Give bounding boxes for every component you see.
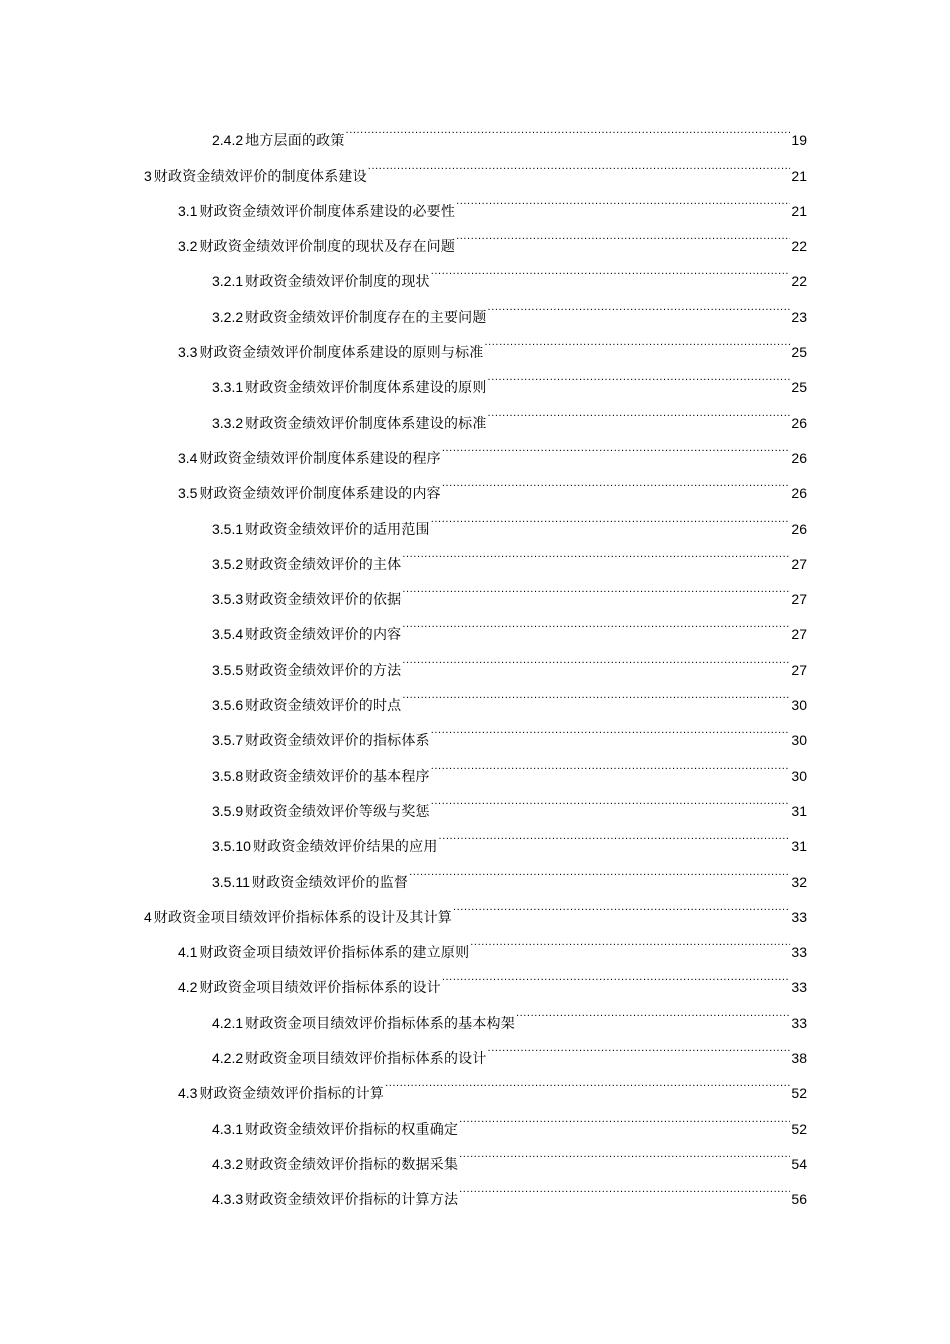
toc-entry-title: 财政资金项目绩效评价指标体系的基本构架 [245,1015,515,1032]
toc-dot-leader [442,463,791,498]
toc-entry-number: 3.4 [178,449,198,466]
toc-entry-page-number: 26 [791,449,807,466]
toc-entry-number: 3.5.9 [212,802,244,819]
toc-entry-number: 4.1 [178,944,198,961]
toc-entry-number: 3.5.4 [212,626,244,643]
toc-entry-number: 4.3.1 [212,1120,244,1137]
toc-dot-leader [385,1063,790,1098]
toc-entry-title: 财政资金绩效评价的内容 [245,627,402,644]
toc-dot-leader [459,1098,790,1133]
toc-entry[interactable] [0,816,950,856]
toc-dot-leader [431,498,791,533]
toc-entry[interactable] [0,216,950,256]
toc-entry-title: 财政资金绩效评价制度体系建设的必要性 [199,203,456,220]
toc-entry-title: 财政资金项目绩效评价指标体系的建立原则 [199,945,470,962]
toc-dot-leader [409,851,790,886]
toc-entry-title: 财政资金绩效评价指标的计算方法 [245,1192,459,1209]
toc-entry-title: 财政资金项目绩效评价指标体系的设计 [245,1051,487,1068]
toc-entry-page-number: 27 [791,555,807,572]
toc-entry-page-number: 32 [791,873,807,890]
toc-entry-page-number: 25 [791,379,807,396]
toc-entry-title: 财政资金绩效评价指标的数据采集 [245,1156,459,1173]
toc-entry-title: 财政资金绩效评价制度体系建设的原则与标准 [199,345,484,362]
toc-dot-leader [488,392,791,427]
toc-entry-title: 财政资金绩效评价制度体系建设的原则 [245,380,487,397]
toc-entry-page-number: 26 [791,520,807,537]
toc-entry[interactable] [0,710,950,750]
toc-entry-page-number: 30 [791,732,807,749]
toc-entry-number: 3.5.10 [212,838,251,855]
toc-entry-page-number: 27 [791,626,807,643]
toc-dot-leader [346,110,791,145]
table-of-contents [0,110,950,1209]
toc-dot-leader [431,251,791,286]
toc-entry[interactable] [0,781,950,820]
toc-entry[interactable] [0,745,950,785]
toc-entry-number: 3.3.1 [212,379,244,396]
toc-dot-leader [456,216,790,251]
toc-entry-title: 财政资金绩效评价的基本程序 [245,768,430,785]
toc-dot-leader [442,428,791,463]
toc-entry-number: 3.1 [178,202,198,219]
toc-entry[interactable] [0,922,950,962]
toc-entry-number: 3 [144,167,152,184]
toc-entry-page-number: 33 [791,908,807,925]
toc-dot-leader [459,1134,790,1169]
toc-dot-leader [402,569,790,604]
toc-entry-page-number: 23 [791,308,807,325]
toc-entry-title: 财政资金绩效评价的监督 [251,874,409,891]
toc-entry-number: 3.2 [178,238,198,255]
toc-entry-page-number: 56 [791,1191,807,1208]
toc-entry-title: 财政资金绩效评价的方法 [245,662,402,679]
toc-entry-number: 3.5.7 [212,732,244,749]
toc-dot-leader [431,781,791,816]
toc-entry[interactable] [0,675,950,715]
toc-entry-title: 财政资金绩效评价的指标体系 [245,733,430,750]
toc-entry-page-number: 54 [791,1155,807,1172]
toc-entry[interactable] [0,286,950,326]
toc-entry[interactable] [0,1098,950,1138]
toc-entry-number: 2.4.2 [212,132,244,149]
toc-entry[interactable] [0,569,950,609]
toc-entry-number: 3.5.1 [212,520,244,537]
toc-entry-number: 3.5 [178,485,198,502]
toc-entry-title: 财政资金绩效评价的适用范围 [245,521,430,538]
toc-entry-number: 4.3.2 [212,1155,244,1172]
toc-entry-number: 3.3 [178,344,198,361]
toc-entry-number: 4.2 [178,979,198,996]
toc-entry-title: 财政资金绩效评价指标的权重确定 [245,1121,459,1138]
toc-entry-title: 财政资金绩效评价制度的现状 [245,274,430,291]
toc-entry-number: 4 [144,908,152,925]
toc-dot-leader [431,710,791,745]
toc-entry-page-number: 33 [791,1014,807,1031]
toc-entry[interactable] [0,251,950,291]
toc-entry-title: 财政资金绩效评价指标的计算 [199,1086,385,1103]
toc-entry-title: 财政资金绩效评价制度体系建设的标准 [245,415,487,432]
toc-entry-page-number: 21 [791,167,807,184]
toc-entry[interactable] [0,498,950,538]
toc-entry-title: 财政资金绩效评价等级与奖惩 [245,803,430,820]
toc-entry-page-number: 33 [791,944,807,961]
toc-dot-leader [516,992,790,1027]
toc-entry-number: 3.5.11 [212,873,250,890]
toc-entry[interactable] [0,1169,950,1209]
toc-entry-title: 财政资金绩效评价制度存在的主要问题 [245,309,487,326]
toc-entry-page-number: 52 [791,1120,807,1137]
toc-dot-leader [488,357,791,392]
toc-entry-title: 地方层面的政策 [245,133,345,150]
toc-entry-page-number: 21 [791,202,807,219]
toc-dot-leader [402,604,790,639]
toc-entry[interactable] [0,639,950,679]
toc-entry-title: 财政资金绩效评价的主体 [245,556,402,573]
toc-entry-title: 财政资金绩效评价结果的应用 [252,839,438,856]
toc-entry-number: 4.2.1 [212,1014,244,1031]
toc-entry-page-number: 31 [791,838,807,855]
toc-entry-page-number: 38 [791,1050,807,1067]
toc-dot-leader [368,145,791,180]
toc-entry-page-number: 27 [791,591,807,608]
toc-dot-leader [488,286,791,321]
toc-entry-page-number: 22 [791,238,807,255]
toc-entry-number: 4.2.2 [212,1050,244,1067]
toc-dot-leader [402,534,790,569]
toc-entry-number: 4.3.3 [212,1191,244,1208]
toc-dot-leader [456,181,790,216]
toc-dot-leader [439,816,791,851]
toc-entry-number: 3.5.6 [212,697,244,714]
toc-entry[interactable] [0,957,950,997]
toc-dot-leader [431,745,791,780]
toc-dot-leader [453,887,790,922]
toc-entry-page-number: 30 [791,767,807,784]
toc-entry[interactable] [0,181,950,220]
toc-entry-title: 财政资金项目绩效评价指标体系的设计及其计算 [153,909,452,926]
toc-dot-leader [470,922,790,957]
toc-entry-title: 财政资金绩效评价的制度体系建设 [153,168,367,185]
toc-entry-number: 3.5.5 [212,661,244,678]
toc-entry[interactable] [0,1063,950,1103]
toc-entry-page-number: 27 [791,661,807,678]
toc-entry[interactable] [0,145,950,185]
toc-entry-page-number: 52 [791,1085,807,1102]
toc-entry[interactable] [0,1134,950,1173]
toc-entry-number: 3.5.2 [212,555,244,572]
toc-entry-title: 财政资金绩效评价的时点 [245,698,402,715]
toc-entry[interactable] [0,428,950,467]
toc-dot-leader [402,639,790,674]
toc-entry-number: 4.3 [178,1085,198,1102]
toc-entry-number: 3.2.2 [212,308,244,325]
toc-entry-page-number: 26 [791,485,807,502]
toc-dot-leader [459,1169,790,1204]
toc-entry-page-number: 25 [791,344,807,361]
toc-dot-leader [488,1028,791,1063]
toc-entry-title: 财政资金项目绩效评价指标体系的设计 [199,980,441,997]
toc-entry[interactable] [0,887,950,926]
toc-entry-title: 财政资金绩效评价制度体系建设的内容 [199,486,441,503]
toc-dot-leader [402,675,790,710]
toc-entry-page-number: 31 [791,802,807,819]
toc-entry-page-number: 22 [791,273,807,290]
toc-entry[interactable] [0,534,950,573]
toc-entry-title: 财政资金绩效评价制度体系建设的程序 [199,450,441,467]
toc-entry[interactable] [0,110,950,150]
toc-entry-number: 3.5.8 [212,767,244,784]
toc-entry-number: 3.3.2 [212,414,244,431]
toc-entry-page-number: 26 [791,414,807,431]
toc-entry[interactable] [0,604,950,644]
toc-entry-page-number: 19 [791,132,807,149]
toc-entry-number: 3.5.3 [212,591,244,608]
toc-dot-leader [442,957,791,992]
toc-entry-page-number: 33 [791,979,807,996]
toc-dot-leader [484,322,790,357]
toc-entry[interactable] [0,851,950,891]
toc-entry-title: 财政资金绩效评价制度的现状及存在问题 [199,239,456,256]
toc-entry-page-number: 30 [791,697,807,714]
toc-entry[interactable] [0,992,950,1032]
toc-entry-title: 财政资金绩效评价的依据 [245,592,402,609]
toc-entry-number: 3.2.1 [212,273,244,290]
toc-entry[interactable] [0,463,950,503]
